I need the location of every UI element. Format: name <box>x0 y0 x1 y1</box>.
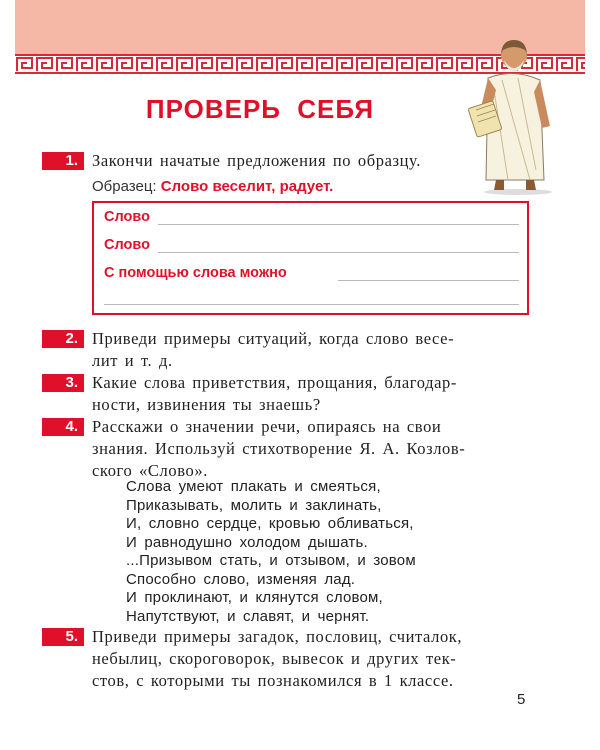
answer-row-label-3: С помощью слова можно <box>104 265 287 281</box>
task-line: ского «Слово». <box>92 461 208 480</box>
answer-box <box>92 201 529 315</box>
answer-line-2[interactable] <box>158 252 519 253</box>
poem-line: И равнодушно холодом дышать. <box>126 533 368 551</box>
answer-line-1[interactable] <box>158 224 519 225</box>
poem-line: Приказывать, молить и заклинать, <box>126 496 382 514</box>
sample-phrase: Слово веселит, радует. <box>160 178 334 195</box>
task-line: Расскажи о значении речи, опираясь на свои <box>92 417 442 436</box>
sample-label: Образец: <box>92 178 157 195</box>
task-line: знания. Используй стихотворение Я. А. Козлов- <box>92 439 466 458</box>
answer-line-3[interactable] <box>338 280 519 281</box>
poem-line: Слова умеют плакать и смеяться, <box>126 478 381 495</box>
sample-line <box>92 178 333 195</box>
page-number: 5 <box>517 691 526 708</box>
task-line: Приведи примеры загадок, пословиц, считалок, <box>92 627 463 646</box>
poem-line: Напутствуют, и славят, и чернят. <box>126 607 370 625</box>
poem-line: И проклинают, и клянутся словом, <box>126 589 383 606</box>
poem-line: ...Призывом стать, и отзывом, и зовом <box>126 552 416 569</box>
task-text-5 <box>92 626 532 692</box>
task-line: небылиц, скороговорок, вывесок и других тек- <box>92 649 457 668</box>
task-line: стов, с которыми ты познакомился в 1 классе. <box>92 671 454 690</box>
task-line: ности, извинения ты знаешь? <box>92 395 321 414</box>
task-number-1: 1. <box>42 152 84 170</box>
task-text-4 <box>92 416 532 482</box>
task-line: Приведи примеры ситуаций, когда слово весе- <box>92 329 455 348</box>
task-line: лит и т. д. <box>92 351 173 370</box>
task-text-1 <box>92 150 532 172</box>
answer-row-label-2: Слово <box>104 237 150 253</box>
answer-line-4[interactable] <box>104 304 519 305</box>
task-text-3 <box>92 372 532 416</box>
poem <box>126 478 416 626</box>
task-number-3: 3. <box>42 374 84 392</box>
task-text-2 <box>92 328 532 372</box>
task-line: Закончи начатые предложения по образцу. <box>92 151 421 170</box>
answer-row-label-1: Слово <box>104 209 150 225</box>
page-title: ПРОВЕРЬ СЕБЯ <box>145 94 375 124</box>
task-line: Какие слова приветствия, прощания, благодар- <box>92 373 457 392</box>
poem-line: Способно слово, изменяя лад. <box>126 570 356 588</box>
task-number-2: 2. <box>42 330 84 348</box>
task-number-4: 4. <box>42 418 84 436</box>
task-number-5: 5. <box>42 628 84 646</box>
poem-line: И, словно сердце, кровью обливаться, <box>126 515 414 532</box>
